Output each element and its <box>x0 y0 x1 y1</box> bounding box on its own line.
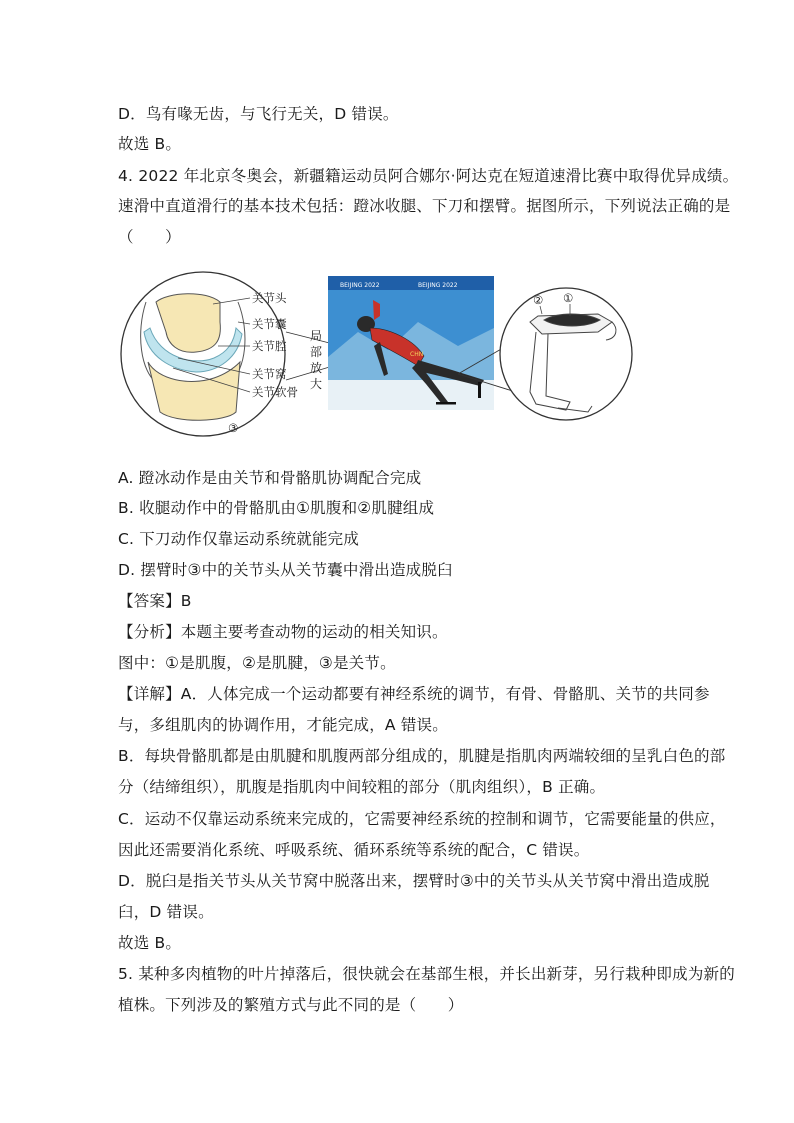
q5-stem-1: 5. 某种多肉植物的叶片掉落后，很快就会在基部生根，并长出新芽，另行栽种即成为新的 <box>118 965 735 983</box>
label-joint-cavity: 关节腔 <box>252 339 287 353</box>
label-belly-number: ① <box>563 291 574 305</box>
zoom-label-left-1: 局 <box>310 329 323 343</box>
detail-a-1: 【详解】A．人体完成一个运动都要有神经系统的调节，有骨、骨骼肌、关节的共同参 <box>118 685 710 703</box>
banner-right: BEIJING 2022 <box>418 282 458 289</box>
q4-figure <box>118 262 638 447</box>
detail-b-1: B．每块骨骼肌都是由肌腱和肌腹两部分组成的，肌腱是指肌肉两端较细的呈乳白色的部 <box>118 747 726 765</box>
final-answer: 故选 B。 <box>118 934 182 952</box>
detail-c-1: C．运动不仅靠运动系统来完成的，它需要神经系统的控制和调节，它需要能量的供应， <box>118 810 726 828</box>
zoom-label-left-2: 部 <box>310 345 323 359</box>
detail-a-2: 与，多组肌肉的协调作用，才能完成，A 错误。 <box>118 716 448 734</box>
option-a: A. 蹬冰动作是由关节和骨骼肌协调配合完成 <box>118 469 422 487</box>
figure-svg <box>118 262 638 447</box>
detail-d-2: 臼，D 错误。 <box>118 903 214 921</box>
analysis-2: 图中：①是肌腹，②是肌腱，③是关节。 <box>118 654 396 672</box>
q4-stem-2: 速滑中直道滑行的基本技术包括：蹬冰收腿、下刀和摆臂。据图所示，下列说法正确的是 <box>118 197 731 215</box>
q5-stem-2: 植株。下列涉及的繁殖方式与此不同的是（ ） <box>118 996 464 1014</box>
option-c: C. 下刀动作仅靠运动系统就能完成 <box>118 530 360 548</box>
q4-stem-1: 4. 2022 年北京冬奥会，新疆籍运动员阿合娜尔·阿达克在短道速滑比赛中取得优异成绩。 <box>118 167 739 185</box>
zoom-label-left-3: 放 <box>310 361 323 375</box>
detail-d-1: D．脱臼是指关节头从关节窝中脱落出来，摆臂时③中的关节头从关节窝中滑出造成脱 <box>118 872 710 890</box>
detail-b-2: 分（结缔组织），肌腹是指肌肉中间较粗的部分（肌肉组织），B 正确。 <box>118 778 606 796</box>
option-b: B. 收腿动作中的骨骼肌由①肌腹和②肌腱组成 <box>118 499 435 517</box>
detail-c-2: 因此还需要消化系统、呼吸系统、循环系统等系统的配合，C 错误。 <box>118 841 590 859</box>
label-joint-head: 关节头 <box>252 291 287 305</box>
label-joint-capsule: 关节囊 <box>252 317 287 331</box>
label-joint-socket: 关节窝 <box>252 367 287 381</box>
zoom-label-left-4: 大 <box>310 377 323 391</box>
label-tendon-number: ② <box>533 293 544 307</box>
skater-photo <box>328 276 494 410</box>
bib: CHN <box>410 351 424 358</box>
label-joint-number: ③ <box>228 421 239 435</box>
option-d: D. 摆臂时③中的关节头从关节囊中滑出造成脱臼 <box>118 561 453 579</box>
line-prev-answer: 故选 B。 <box>118 135 182 153</box>
answer: 【答案】B <box>118 592 192 610</box>
analysis-1: 【分析】本题主要考查动物的运动的相关知识。 <box>118 623 448 641</box>
label-joint-cartilage: 关节软骨 <box>252 385 298 399</box>
muscle-zoom-circle <box>500 288 632 420</box>
line-prev-d: D．鸟有喙无齿，与飞行无关，D 错误。 <box>118 105 399 123</box>
q4-stem-3: （ ） <box>118 228 181 246</box>
banner-left: BEIJING 2022 <box>340 282 380 289</box>
